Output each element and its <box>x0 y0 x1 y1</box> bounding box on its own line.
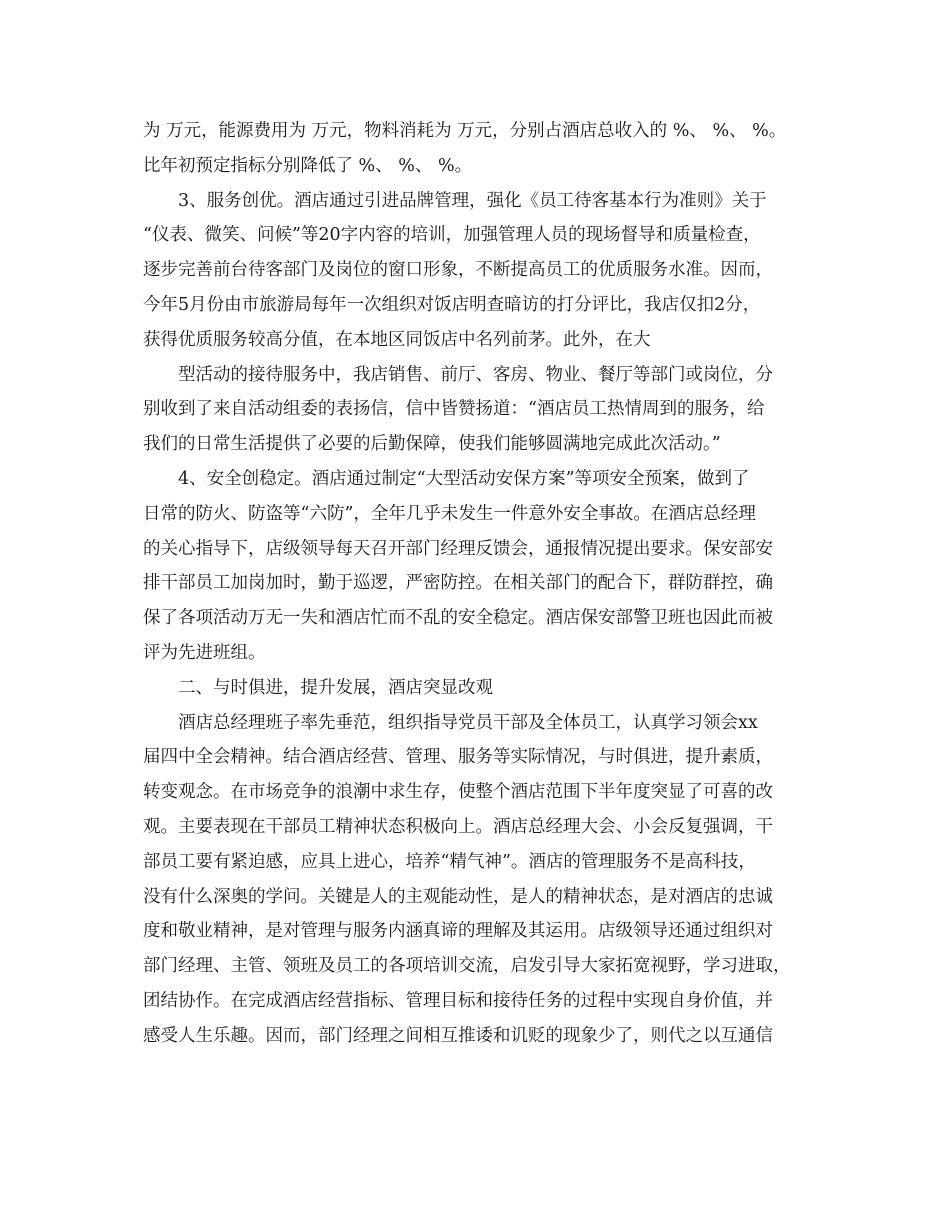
text-line: 酒店总经理班子率先垂范，组织指导党员干部及全体员工，认真学习领会xx <box>178 712 758 733</box>
text-line: 逐步完善前台待客部门及岗位的窗口形象，不断提高员工的优质服务水准。因而， <box>143 260 773 281</box>
text-line: 别收到了来自活动组委的表扬信，信中皆赞扬道：“酒店员工热情周到的服务，给 <box>143 399 765 420</box>
text-line: 度和敬业精神，是对管理与服务内涵真谛的理解及其运用。店级领导还通过组织对 <box>143 921 773 942</box>
text-line: 我们的日常生活提供了必要的后勤保障，使我们能够圆满地完成此次活动。” <box>143 434 721 455</box>
text-line: 部员工要有紧迫感，应具上进心，培养“精气神”。酒店的管理服务不是高科技， <box>143 851 756 872</box>
text-line: “仪表、微笑、问候”等20字内容的培训，加强管理人员的现场督导和质量检查， <box>143 225 761 246</box>
text-line: 感受人生乐趣。因而，部门经理之间相互推诿和讥贬的现象少了，则代之以互通信 <box>143 1025 773 1046</box>
text-line: 排干部员工加岗加时，勤于巡逻，严密防控。在相关部门的配合下，群防群控，确 <box>143 573 773 594</box>
section-heading: 二、与时俱进，提升发展，酒店突显改观 <box>178 677 493 698</box>
text-line: 日常的防火、防盗等“六防”，全年几乎未发生一件意外安全事故。在酒店总经理 <box>143 503 756 524</box>
text-line: 团结协作。在完成酒店经营指标、管理目标和接待任务的过程中实现自身价值，并 <box>143 990 773 1011</box>
text-line: 部门经理、主管、领班及员工的各项培训交流，启发引导大家拓宽视野，学习进取， <box>143 956 791 977</box>
text-line: 转变观念。在市场竞争的浪潮中求生存，使整个酒店范围下半年度突显了可喜的改 <box>143 782 773 803</box>
text-line: 今年5月份由市旅游局每年一次组织对饭店明查暗访的打分评比，我店仅扣2分， <box>143 294 761 315</box>
text-line: 的关心指导下，店级领导每天召开部门经理反馈会，通报情况提出要求。保安部安 <box>143 538 773 559</box>
text-line: 评为先进班组。 <box>143 642 266 663</box>
document-body <box>143 114 815 1054</box>
text-line: 届四中全会精神。结合酒店经营、管理、服务等实际情况，与时俱进，提升素质， <box>143 747 773 768</box>
text-line: 4、安全创稳定。酒店通过制定“大型活动安保方案”等项安全预案，做到了 <box>178 468 750 489</box>
text-line: 没有什么深奥的学问。关键是人的主观能动性，是人的精神状态，是对酒店的忠诚 <box>143 886 773 907</box>
text-line: 比年初预定指标分别降低了 %、 %、 %。 <box>143 155 473 176</box>
text-line: 观。主要表现在干部员工精神状态积极向上。酒店总经理大会、小会反复强调，干 <box>143 816 773 837</box>
text-line: 型活动的接待服务中，我店销售、前厅、客房、物业、餐厅等部门或岗位，分 <box>178 364 773 385</box>
text-line: 为 万元，能源费用为 万元，物料消耗为 万元，分别占酒店总收入的 %、 %、 %。 <box>143 121 787 141</box>
text-line: 3、服务创优。酒店通过引进品牌管理，强化《员工待客基本行为准则》关于 <box>178 190 767 211</box>
text-line: 获得优质服务较高分值，在本地区同饭店中名列前茅。此外，在大 <box>143 329 651 350</box>
text-line: 保了各项活动万无一失和酒店忙而不乱的安全稳定。酒店保安部警卫班也因此而被 <box>143 608 773 629</box>
